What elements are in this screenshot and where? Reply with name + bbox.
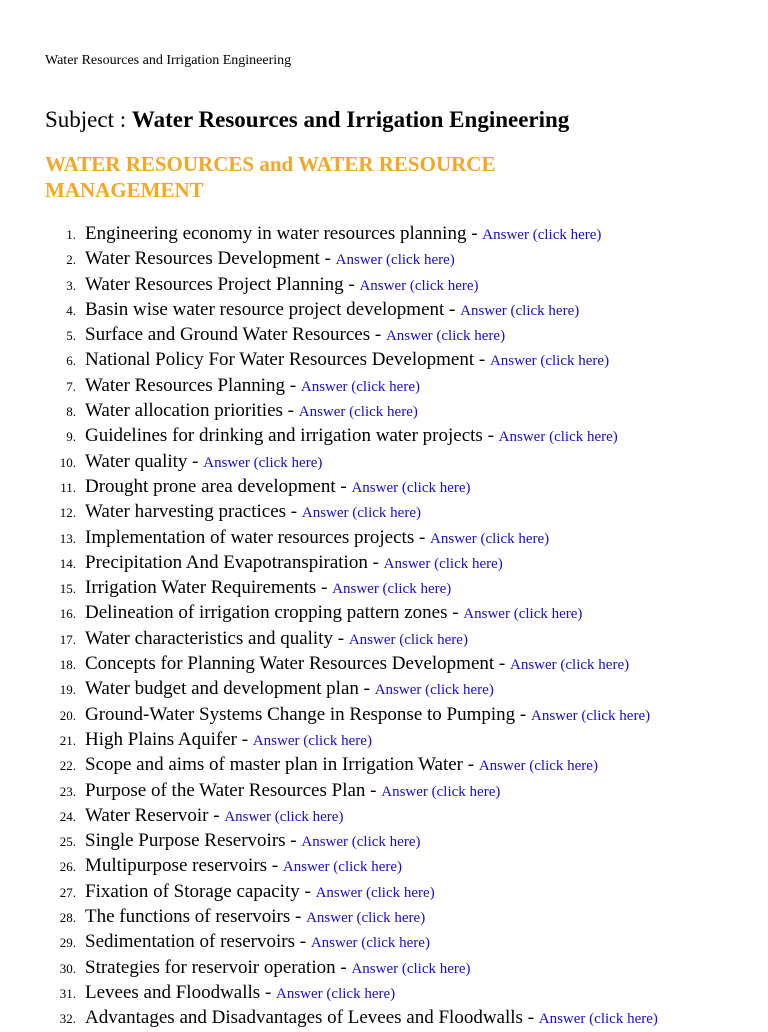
list-item-number: 16. <box>59 606 76 622</box>
list-item-number: 1. <box>66 227 76 242</box>
list-item-separator: - <box>285 374 301 396</box>
list-item-title: Advantages and Disadvantages of Levees and Floodwalls <box>85 1007 523 1029</box>
list-item-separator: - <box>286 501 302 523</box>
list-item-title: Concepts for Planning Water Resources Development <box>85 653 495 675</box>
list-item-title: Ground-Water Systems Change in Response to Pumping <box>85 703 516 725</box>
list-item-separator: - <box>414 526 431 548</box>
list-item-separator: - <box>237 728 253 750</box>
list-item-separator: - <box>447 602 464 624</box>
list-item-number: 21. <box>59 732 76 748</box>
answer-link[interactable]: Answer (click here) <box>374 682 494 699</box>
list-item-title: Water allocation priorities <box>85 400 283 422</box>
list-item <box>0 728 768 753</box>
answer-link[interactable]: Answer (click here) <box>498 429 618 446</box>
list-item-number: 30. <box>59 960 76 976</box>
list-item-number: 28. <box>59 910 76 926</box>
list-item-title: High Plains Aquifer <box>85 728 237 750</box>
answer-link[interactable]: Answer (click here) <box>430 530 550 547</box>
list-item-title: Water Resources Planning <box>85 374 286 396</box>
list-item-title: Guidelines for drinking and irrigation water projects <box>85 425 483 447</box>
answer-link[interactable]: Answer (click here) <box>530 707 651 724</box>
list-item-separator: - <box>365 779 382 801</box>
list-item-title: Strategies for reservoir operation <box>85 956 336 978</box>
list-item-title: Engineering economy in water resources planning <box>85 223 467 244</box>
list-item <box>0 247 768 272</box>
list-item-separator: - <box>285 830 302 852</box>
list-item-number: 26. <box>59 859 76 875</box>
list-item-number: 6. <box>66 353 76 369</box>
list-item <box>0 981 768 1006</box>
answer-link[interactable]: Answer (click here) <box>381 783 501 800</box>
subject-label: Subject : <box>45 107 127 132</box>
list-item-separator: - <box>515 703 531 725</box>
list-item-number: 7. <box>66 378 76 394</box>
answer-link[interactable]: Answer (click here) <box>310 935 430 952</box>
list-item-title: Single Purpose Reservoirs <box>85 830 286 852</box>
list-item-title: Water harvesting practices <box>85 501 287 523</box>
list-item <box>0 323 768 348</box>
list-item <box>0 779 768 804</box>
list-item-number: 17. <box>59 631 76 647</box>
list-item-separator: - <box>466 223 483 244</box>
list-item-separator: - <box>282 400 299 422</box>
list-item-number: 29. <box>59 935 76 951</box>
answer-link[interactable]: Answer (click here) <box>460 302 580 319</box>
answer-link[interactable]: Answer (click here) <box>482 227 602 243</box>
answer-link[interactable]: Answer (click here) <box>538 1011 658 1028</box>
list-item-title: Fixation of Storage capacity <box>85 880 300 902</box>
answer-link[interactable]: Answer (click here) <box>252 732 372 749</box>
list-item-separator: - <box>208 804 225 826</box>
list-item-separator: - <box>319 248 336 270</box>
list-item-number: 9. <box>66 429 76 445</box>
list-item-number: 25. <box>59 834 76 850</box>
list-item-separator: - <box>482 425 499 447</box>
answer-link[interactable]: Answer (click here) <box>276 985 396 1002</box>
answer-link[interactable]: Answer (click here) <box>478 758 598 775</box>
list-item-separator: - <box>299 880 316 902</box>
list-item <box>0 500 768 525</box>
answer-link[interactable]: Answer (click here) <box>348 631 468 648</box>
list-item <box>0 399 768 424</box>
list-item-separator: - <box>333 627 349 649</box>
list-item-number: 2. <box>66 252 76 268</box>
answer-link[interactable]: Answer (click here) <box>300 378 420 395</box>
list-item-title: Water budget and development plan <box>85 678 359 700</box>
list-item-number: 4. <box>66 302 76 318</box>
list-item-title: Surface and Ground Water Resources <box>85 324 371 346</box>
list-item <box>0 475 768 500</box>
list-item <box>0 222 768 247</box>
list-item-title: Water Reservoir <box>85 804 209 826</box>
list-item-separator: - <box>367 551 384 573</box>
list-item <box>0 1006 768 1031</box>
list-item <box>0 905 768 930</box>
list-item <box>0 601 768 626</box>
list-item-number: 12. <box>59 505 76 521</box>
answer-link[interactable]: Answer (click here) <box>351 960 471 977</box>
list-item-title: Delineation of irrigation cropping pattern zones <box>85 602 448 624</box>
answer-link[interactable]: Answer (click here) <box>224 808 344 825</box>
answer-link[interactable]: Answer (click here) <box>385 328 506 345</box>
list-item-title: Water characteristics and quality <box>85 627 333 649</box>
list-item <box>0 551 768 576</box>
list-item-separator: - <box>267 855 283 877</box>
list-item <box>0 677 768 702</box>
list-item-title: Water quality <box>85 450 188 472</box>
answer-link[interactable]: Answer (click here) <box>332 581 452 598</box>
list-item-separator: - <box>295 931 311 953</box>
list-item-separator: - <box>290 906 307 928</box>
list-item-separator: - <box>260 981 277 1003</box>
list-item <box>0 930 768 955</box>
list-item <box>0 627 768 652</box>
list-item-title: The functions of reservoirs <box>85 906 291 928</box>
list-item-separator: - <box>370 324 386 346</box>
list-item-separator: - <box>335 956 352 978</box>
list-item-title: Water Resources Development <box>85 248 320 270</box>
list-item-separator: - <box>316 577 333 599</box>
answer-link[interactable]: Answer (click here) <box>383 555 503 572</box>
list-item-number: 10. <box>59 454 76 470</box>
list-item-number: 23. <box>59 783 76 799</box>
list-item-number: 13. <box>59 530 76 546</box>
list-item-title: National Policy For Water Resources Development <box>85 349 475 371</box>
list-item-number: 20. <box>59 707 76 723</box>
answer-link[interactable]: Answer (click here) <box>306 910 426 927</box>
topic-list <box>0 222 768 1032</box>
list-item-title: Implementation of water resources projects <box>85 526 415 548</box>
answer-link[interactable]: Answer (click here) <box>203 454 323 471</box>
list-item-number: 5. <box>66 328 76 344</box>
answer-link[interactable]: Answer (click here) <box>351 479 471 496</box>
list-item-number: 15. <box>59 581 76 597</box>
answer-link[interactable]: Answer (click here) <box>301 834 421 851</box>
list-item-separator: - <box>463 754 479 776</box>
list-item-separator: - <box>358 678 375 700</box>
list-item-number: 22. <box>59 758 76 774</box>
subject-title: Water Resources and Irrigation Engineering <box>131 107 570 132</box>
list-item-title: Multipurpose reservoirs <box>85 855 268 877</box>
answer-link[interactable]: Answer (click here) <box>510 657 630 674</box>
list-item-title: Sedimentation of reservoirs <box>85 931 296 953</box>
list-item-number: 8. <box>66 404 76 420</box>
list-item-number: 31. <box>59 985 76 1001</box>
running-header: Water Resources and Irrigation Engineering <box>45 53 292 68</box>
list-item <box>0 652 768 677</box>
list-item-title: Scope and aims of master plan in Irrigation Water <box>85 754 464 776</box>
list-item-separator: - <box>494 653 510 675</box>
list-item-number: 27. <box>59 884 76 900</box>
list-item <box>0 703 768 728</box>
list-item-title: Precipitation And Evapotranspiration <box>85 551 368 573</box>
list-item-separator: - <box>474 349 490 371</box>
list-item <box>0 956 768 981</box>
answer-link[interactable]: Answer (click here) <box>315 884 435 901</box>
list-item <box>0 804 768 829</box>
list-item-number: 3. <box>66 277 76 293</box>
list-item-number: 24. <box>59 808 76 824</box>
list-item-title: Drought prone area development <box>85 475 336 497</box>
list-item-number: 18. <box>59 657 76 673</box>
list-item <box>0 854 768 879</box>
subject-line <box>45 105 569 135</box>
list-item <box>0 829 768 854</box>
section-heading: WATER RESOURCES and WATER RESOURCE MANAGEMENT <box>45 152 496 202</box>
list-item <box>0 374 768 399</box>
answer-link[interactable]: Answer (click here) <box>335 252 455 269</box>
list-item <box>0 424 768 449</box>
answer-link[interactable]: Answer (click here) <box>463 606 583 623</box>
list-item-separator: - <box>335 475 352 497</box>
list-item <box>0 450 768 475</box>
list-item-number: 32. <box>59 1011 76 1027</box>
list-item <box>0 298 768 323</box>
list-item-number: 19. <box>59 682 76 698</box>
answer-link[interactable]: Answer (click here) <box>282 859 402 876</box>
list-item <box>0 753 768 778</box>
answer-link[interactable]: Answer (click here) <box>301 505 421 522</box>
answer-link[interactable]: Answer (click here) <box>489 353 610 370</box>
list-item-title: Levees and Floodwalls <box>85 981 261 1003</box>
list-item-number: 14. <box>59 555 76 571</box>
list-item-separator: - <box>187 450 204 472</box>
list-item-separator: - <box>343 273 360 295</box>
list-item-separator: - <box>444 298 461 320</box>
list-item <box>0 576 768 601</box>
list-item-title: Water Resources Project Planning <box>85 273 344 295</box>
list-item <box>0 273 768 298</box>
list-item-title: Irrigation Water Requirements <box>85 577 317 599</box>
list-item-separator: - <box>522 1007 539 1029</box>
list-item-title: Basin wise water resource project development <box>85 298 445 320</box>
list-item <box>0 526 768 551</box>
list-item-number: 11. <box>60 479 76 495</box>
answer-link[interactable]: Answer (click here) <box>359 277 479 294</box>
list-item-title: Purpose of the Water Resources Plan <box>85 779 366 801</box>
list-item <box>0 880 768 905</box>
list-item <box>0 348 768 373</box>
answer-link[interactable]: Answer (click here) <box>298 404 418 421</box>
